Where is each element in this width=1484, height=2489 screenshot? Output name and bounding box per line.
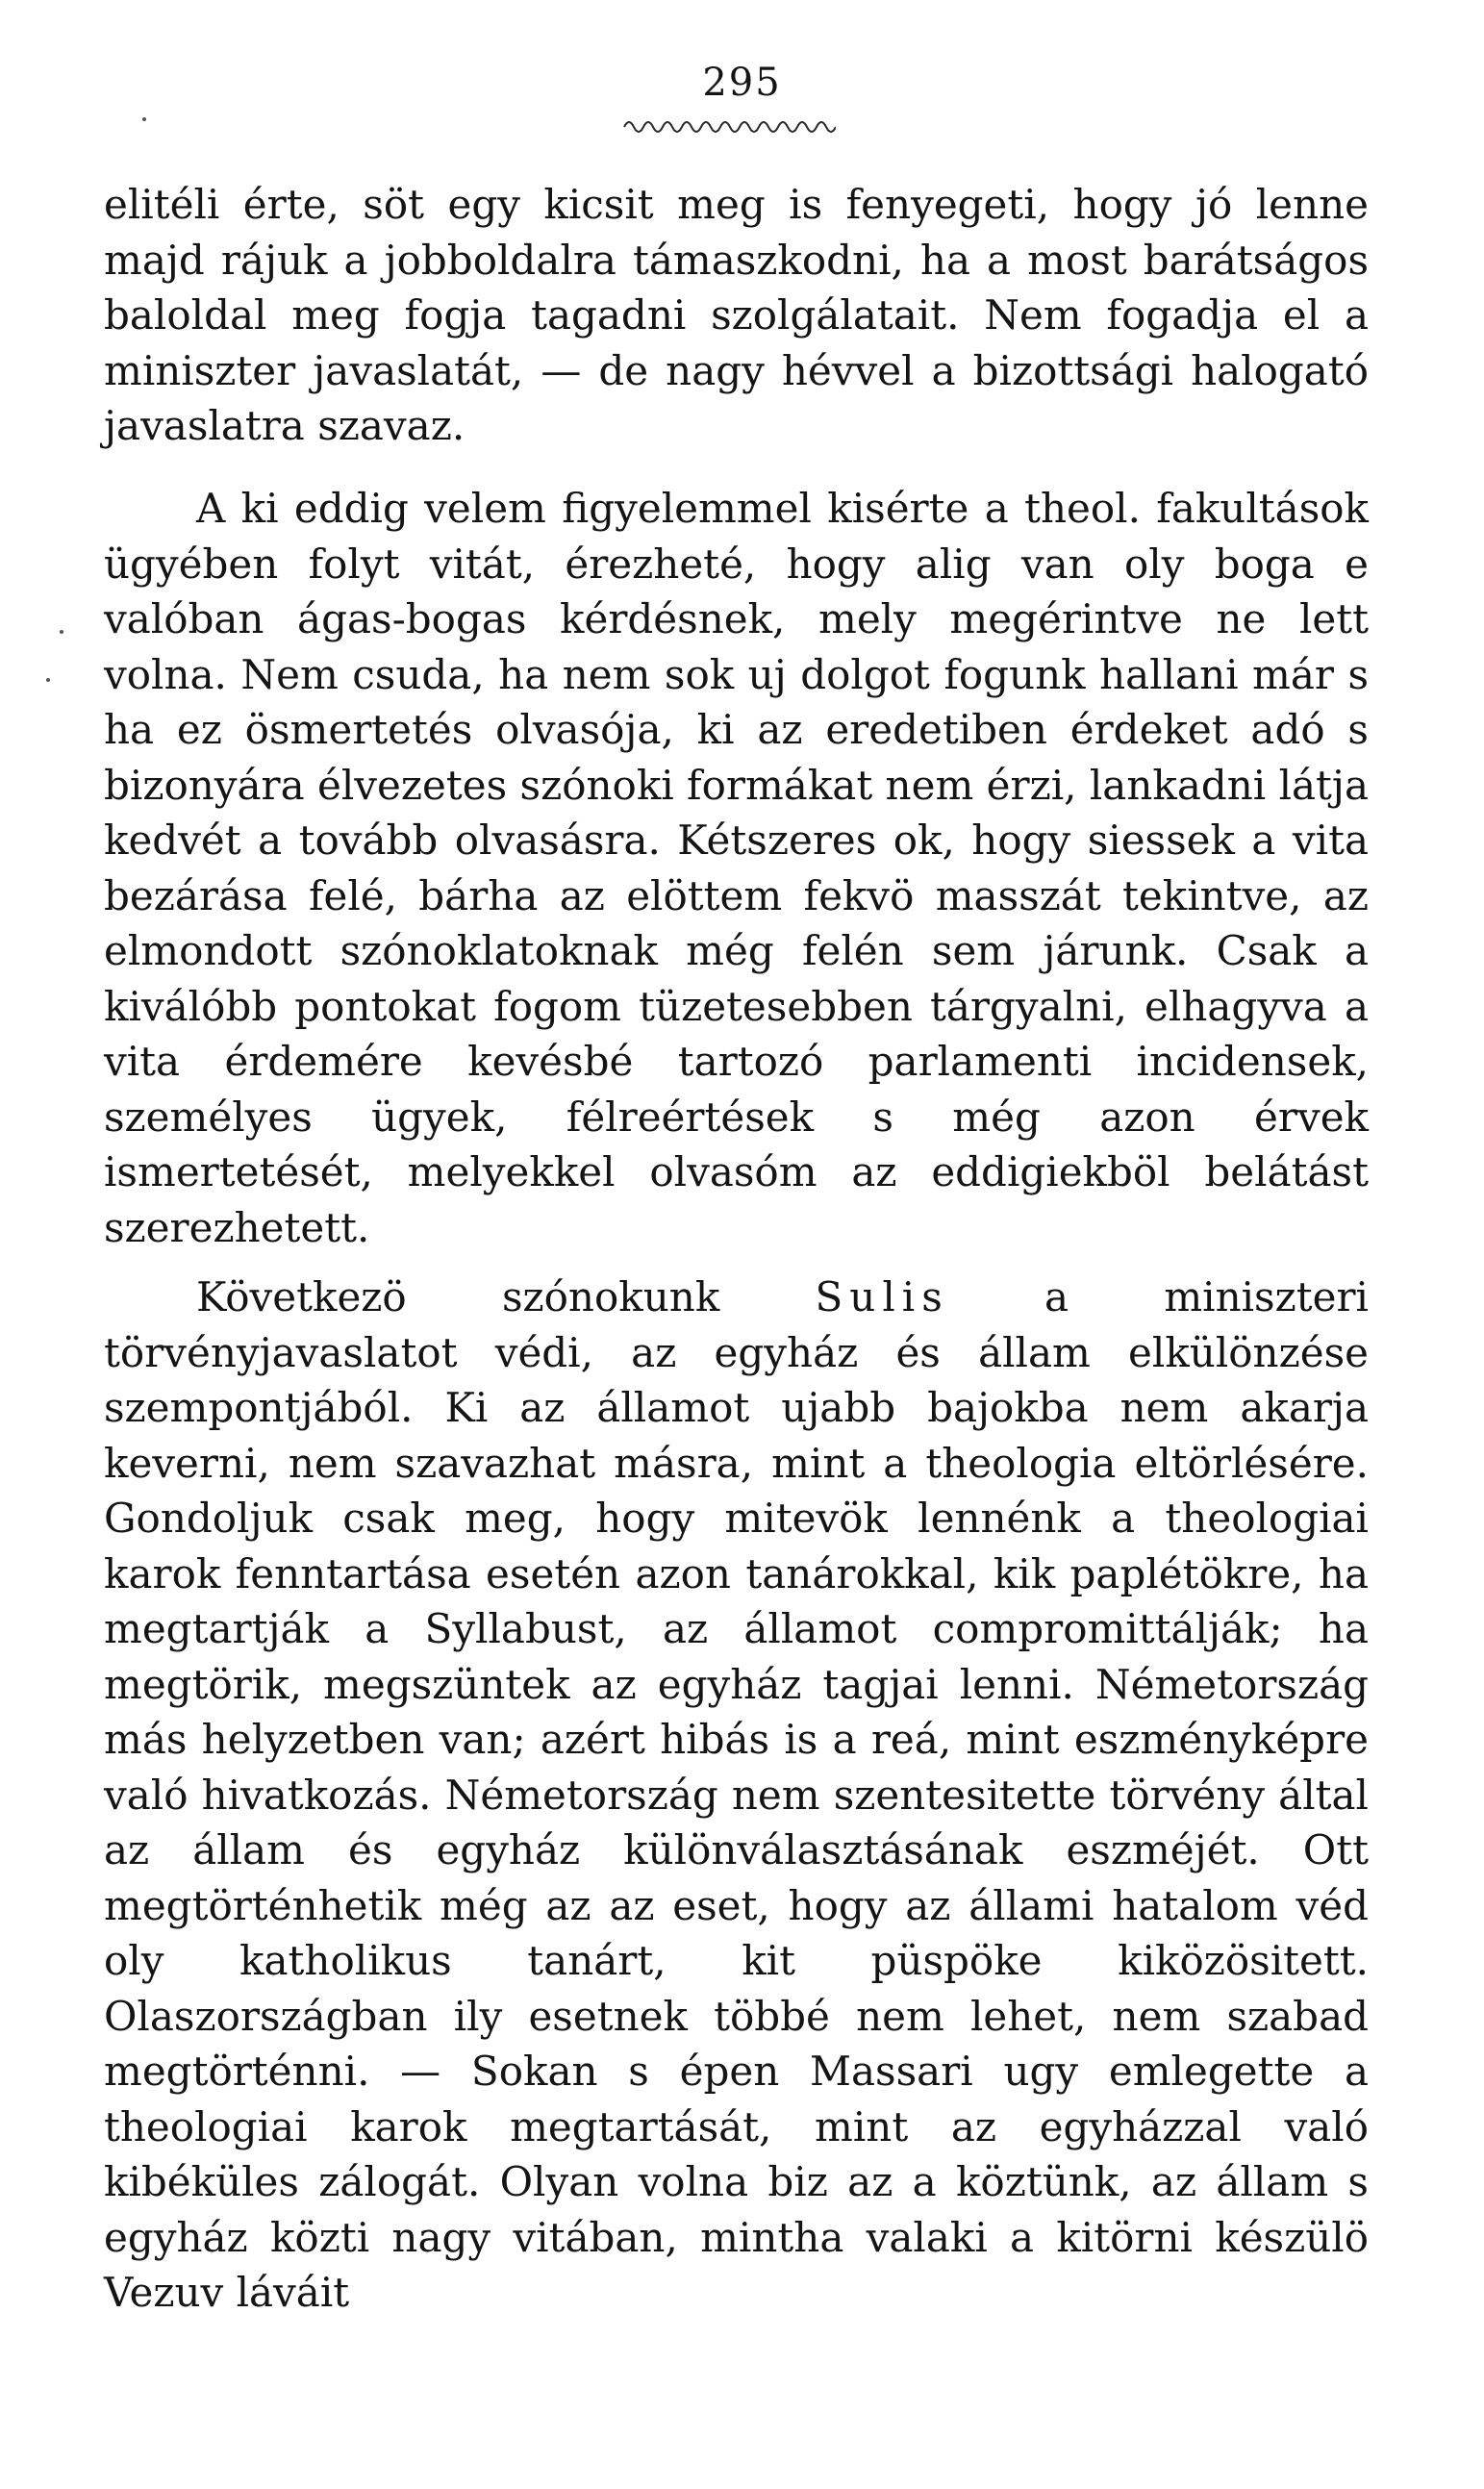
paragraph-sulis-body: a miniszteri törvényjavaslatot védi, az egyház és állam elkülönzése szempontjából. Ki az államot ujabb bajokba nem akarja keverni, nem szavazhat másra, mint a theologia eltörlésére. Gondoljuk csak meg, hogy mitevök lennénk a theologiai karok fenntartása esetén azon tanárokkal, kik paplétökre, ha megtartják a Syllabust, az államot compromittálják; ha megtörik, megszüntek az egyház tagjai lenni. Németország más helyzetben van; azért hibás is a reá, mint eszményképre való hivatkozás. Németország nem szentesitette törvény által az állam és egyház különválasztásának eszméjét. Ott megtörténhetik még az az eset, hogy az állami hatalom véd oly katholikus tanárt, kit püspöke kiközösitett. Olaszországban ily esetnek többé nem lehet, nem szabad megtörténni. — Sokan s épen Massari ugy emlegette a theologiai karok megtartását, mint az egyházzal való kibéküles zálogát. Olyan volna biz az a köztünk, az állam s egyház közti nagy vitában, mintha valaki a kitörni készülö Vezuv láváit bbox=[104, 1273, 1369, 2316]
body-text-top bbox=[104, 177, 1369, 454]
paragraph-theology-debate: A ki eddig velem figyelemmel kisérte a theol. fakultások ügyében folyt vitát, érezheté, hogy alig van oly boga e valóban ágas-bogas kérdésnek, mely megérintve ne lett volna. Nem csuda, ha nem sok uj dolgot fogunk hallani már s ha ez ösmertetés olvasója, ki az eredetiben érdeket adó s bizonyára élvezetes szónoki formákat nem érzi, lankadni látja kedvét a tovább olvasásra. Kétszeres ok, hogy siessek a vita bezárása felé, bárha az elöttem fekvö masszát tekintve, az elmondott szónoklatoknak még felén sem járunk. Csak a kiválóbb pontokat fogom tüzetesebben tárgyalni, elhagyva a vita érdemére kevésbé tartozó parlamenti incidensek, személyes ügyek, félreértések s még azon érvek ismertetését, melyekkel olvasóm az eddigiekböl belátást szerezhetett. bbox=[104, 485, 1369, 1251]
paragraph-continuation: elitéli érte, söt egy kicsit meg is fenyegeti, hogy jó lenne majd rájuk a jobboldalra támaszkodni, ha a most barátságos baloldal meg fogja tagadni szolgálatait. Nem fogadja el a miniszter javaslatát, — de nagy hévvel a bizottsági halogató javaslatra szavaz. bbox=[104, 181, 1369, 449]
paragraph-sulis-speech bbox=[104, 1270, 1369, 2321]
print-speck bbox=[142, 117, 146, 121]
print-speck bbox=[46, 678, 50, 682]
body-text-bottom bbox=[104, 1270, 1369, 2321]
page-number: 295 bbox=[702, 61, 782, 105]
wavy-rule-ornament bbox=[622, 113, 836, 135]
speaker-name-sulis: Sulis bbox=[815, 1273, 949, 1320]
print-speck bbox=[60, 630, 63, 634]
paragraph-sulis-lead: Következö szónokunk bbox=[196, 1273, 816, 1320]
body-text-middle bbox=[104, 481, 1369, 1255]
